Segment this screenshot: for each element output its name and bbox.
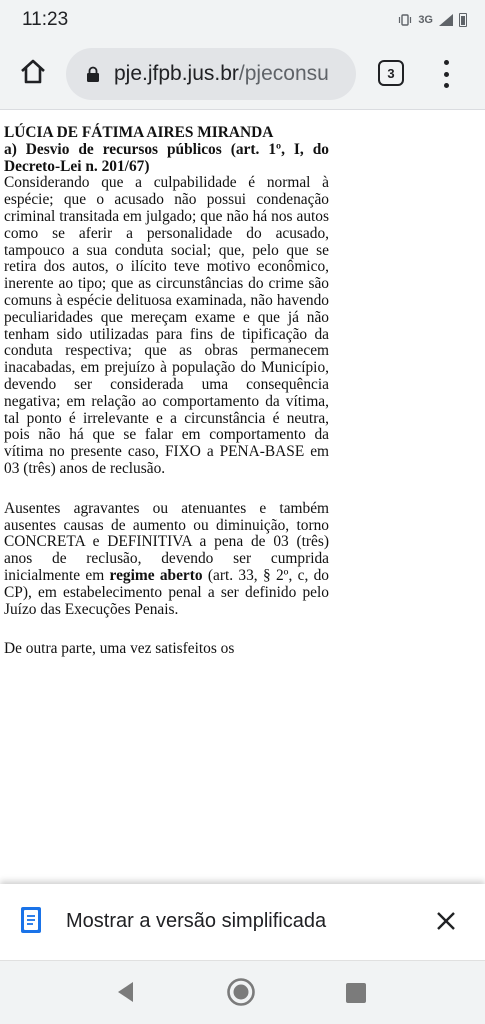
tab-count: 3 [387,65,395,81]
browser-toolbar [0,40,485,110]
tab-switcher-button[interactable] [378,60,404,86]
paragraph-2-text-a: Ausentes agravantes ou atenuantes e também ausentes causas de aumento ou diminuição, torno CONCRETA e DEFINITIVA a pena de 03 (três) anos de reclusão, devendo ser cumprida inicialmente em [4,499,329,584]
network-type: 3G [418,14,433,26]
paragraph-2-text-b: (art. 33, § 2º, c, do CP), em estabelecimento penal a ser definido pelo Juízo das Execuções Penais. [4,566,329,618]
recents-icon[interactable] [346,983,366,1003]
status-bar [0,0,485,40]
url-bar[interactable] [66,48,356,100]
home-circle-icon[interactable] [226,977,256,1007]
simplified-view-prompt [0,884,485,960]
section-heading: a) Desvio de recursos públicos (art. 1º, I, do Decreto-Lei n. 201/67) [4,140,329,175]
close-icon[interactable] [434,909,458,933]
paragraph-1: Considerando que a culpabilidade é normal à espécie; que o acusado não possui condenação criminal transitada em julgado; que não há nos autos como se aferir a personalidade do acusado, tampouco a sua conduta social; que, pelo que se retira dos autos, o ilícito teve motivo econômico, inerente ao tipo; que as circunstâncias do crime são comuns à espécie delituosa examinada, não havendo peculiaridades que mereçam exame e que já não tenham sido utilizadas para fins de tipificação da conduta respectiva; que as obras permanecem inacabadas, em prejuízo à população do Município, devendo ser considerada uma consequência negativa; em relação ao comportamento da vítima, tal ponto é irrelevante e a circunstância é neutra, pois não há que se falar em comportamento da vítima no presente caso, FIXO a PENA-BASE em 03 (três) anos de reclusão. [4,174,329,477]
show-simplified-view-button[interactable]: Mostrar a versão simplificada [66,910,327,932]
status-icons [398,13,467,27]
regime-aberto-bold: regime aberto [109,566,203,584]
more-vert-icon[interactable] [436,58,456,90]
url-domain: pje.jfpb.jus.br [114,62,239,85]
vibrate-icon [398,14,412,26]
paragraph-3: De outra parte, uma vez satisfeitos os [4,640,235,658]
defendant-name-heading: LÚCIA DE FÁTIMA AIRES MIRANDA [4,124,274,141]
document-icon [20,906,42,934]
back-icon[interactable] [115,980,137,1004]
status-time: 11:23 [22,9,69,30]
url-text [114,62,329,86]
paragraph-2 [4,501,329,619]
home-icon[interactable] [18,56,48,86]
signal-icon [439,14,453,26]
system-nav-bar [0,960,485,1024]
battery-icon [459,13,467,27]
page-content[interactable] [0,111,485,884]
url-path: /pjeconsu [238,62,329,85]
lock-icon [86,66,100,83]
